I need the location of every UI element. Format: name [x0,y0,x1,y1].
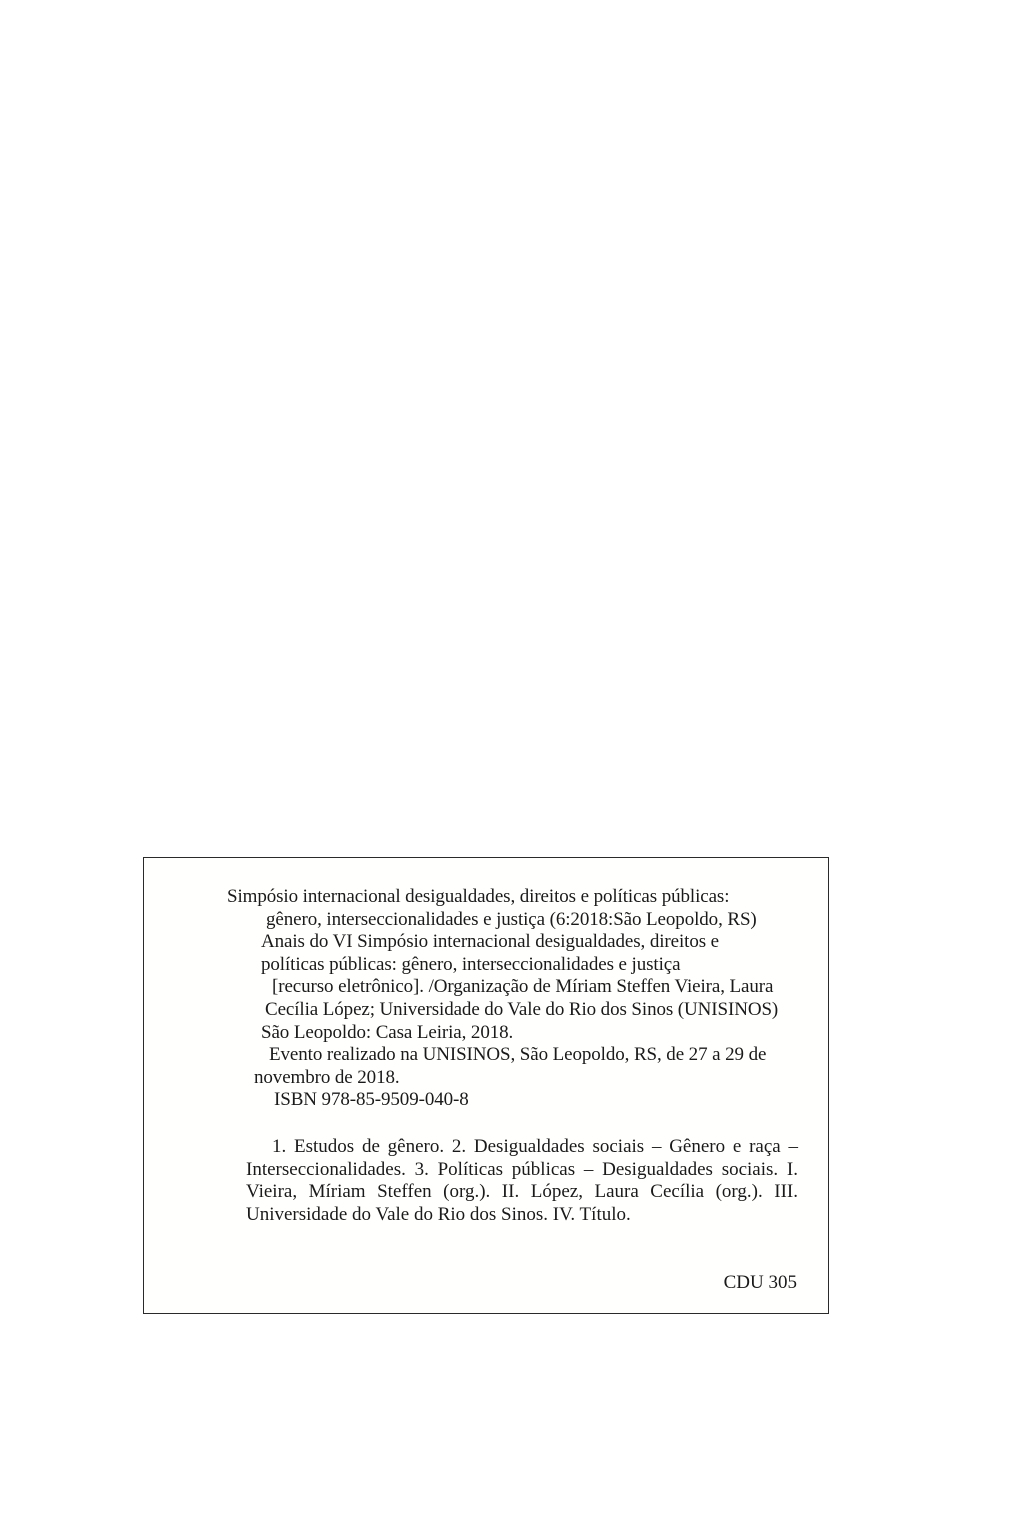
subject-headings: 1. Estudos de gênero. 2. Desigualdades sociais – Gênero e raça – Interseccionalidades. 3. Políticas públicas – Desigualdades sociais. I. Vieira, Míriam Steffen (org.). II. López, Laura Cecília (org.). III. Universidade do Vale do Rio dos Sinos. IV. Título. [246,1136,798,1225]
title-line-4: políticas públicas: gênero, interseccionalidades e justiça [261,954,681,975]
isbn-line: ISBN 978-85-9509-040-8 [274,1089,469,1110]
event-note-line-1: Evento realizado na UNISINOS, São Leopoldo, RS, de 27 a 29 de [269,1044,767,1065]
organizers-line: Cecília López; Universidade do Vale do Rio dos Sinos (UNISINOS) [265,999,779,1020]
title-line-5: [recurso eletrônico]. /Organização de Míriam Steffen Vieira, Laura [272,976,774,997]
event-note-line-2: novembro de 2018. [254,1067,400,1088]
imprint-line: São Leopoldo: Casa Leiria, 2018. [261,1022,514,1043]
title-line-1: Simpósio internacional desigualdades, direitos e políticas públicas: [227,886,730,907]
title-line-3: Anais do VI Simpósio internacional desigualdades, direitos e [261,931,720,952]
cdu-classification: CDU 305 [723,1272,797,1293]
title-line-2: gênero, interseccionalidades e justiça (6:2018:São Leopoldo, RS) [266,909,757,930]
catalog-card [143,857,829,1314]
